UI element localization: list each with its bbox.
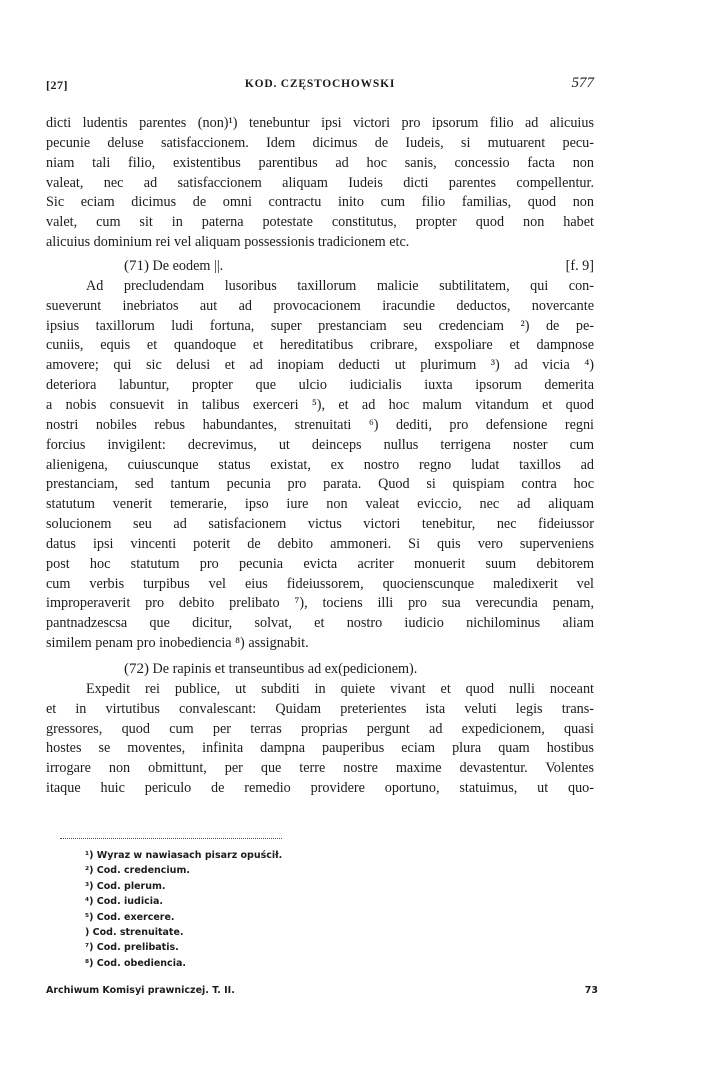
- text-line: et in virtutibus convalescant: Quidam preterientes ista veluti legis trans-: [46, 700, 594, 717]
- text-line: Expedit rei publice, ut subditi in quiete vivant et quod nulli noceant: [86, 680, 594, 697]
- section-title: De eodem ||.: [152, 257, 224, 274]
- text-line: irrogare non obmittunt, per que terre nostre maxime devastentur. Volentes: [46, 760, 594, 777]
- footnote: ²) Cod. credencium.: [85, 865, 190, 877]
- text-line: itaque huic periculo de remedio providere oportuno, statuimus, ut quo-: [46, 780, 594, 797]
- page-footer: [46, 985, 598, 996]
- text-line: deteriora labuntur, propter que ulcio iudicialis iuxta ipsorum demerita: [46, 377, 594, 394]
- footnote-separator: [60, 838, 282, 839]
- section-number: (71): [124, 257, 149, 274]
- text-line: pantnadzescsa que dicitur, solvat, et nostro iudicio nichilominus aliam: [46, 615, 594, 632]
- text-line: statutum venerit temerarie, ipso iure non valeat eviccio, nec ad aliquam: [46, 496, 594, 513]
- text-line: datus ipsi vincenti poterit de debito ammoneri. Si quis vero superveniens: [46, 535, 594, 552]
- text-line: valet, cum sit in paterna potestate constitutus, propter quod non habet: [46, 214, 594, 231]
- text-line: Ad precludendam lusoribus taxillorum malicie subtilitatem, qui con-: [86, 277, 594, 294]
- text-line: valeat, nec ad satisfaccionem aliquam Iudeis dicti parentes compellentur.: [46, 174, 594, 191]
- paragraph-71: [46, 277, 594, 654]
- text-line: post hoc statutum pro pecunia evicta acriter monuerit suum debitorem: [46, 555, 594, 572]
- footer-publication: Archiwum Komisyi prawniczej. T. II.: [46, 985, 235, 996]
- paragraph-72: [46, 680, 594, 799]
- footer-sheet-number: 73: [584, 985, 598, 996]
- text-line: ipsius taxillorum ludi fortuna, super prestanciam seu credenciam ²) de pe-: [46, 317, 594, 334]
- text-line: alienigena, cuiuscunque status existat, ex nostro regno ludat taxillos ad: [46, 456, 594, 473]
- text-line: improperaverit pro debito prelibato ⁷), tociens illi pro sua verecundia penam,: [46, 595, 594, 612]
- text-line: nostri nobiles rebus habundantes, strenuitati ⁶) dediti, pro defensione regni: [46, 416, 594, 433]
- footnote: ⁷) Cod. prelibatis.: [85, 942, 179, 954]
- folio-reference: [f. 9]: [565, 257, 594, 274]
- footnote: ³) Cod. plerum.: [85, 880, 166, 892]
- section-heading-71: [46, 255, 594, 277]
- text-line: solucionem seu ad satisfacionem victus victori tenebitur, nec fideiussor: [46, 516, 594, 533]
- text-line: niam tali filio, existentibus parentibus ad hoc sanis, concessio facta non: [46, 154, 594, 171]
- text-line: a nobis consuevit in talibus exerceri ⁵), et ad hoc malum vitandum et quod: [46, 396, 594, 413]
- text-line: pecunie deluse satisfaccionem. Idem dicimus de Iudeis, si mutuarent pecu-: [46, 134, 594, 151]
- footnote: ) Cod. strenuitate.: [85, 927, 184, 939]
- text-line: forcius invigilent: decrevimus, ut deinceps nullus terrigena noster cum: [46, 436, 594, 453]
- header-section-number: [27]: [46, 78, 68, 92]
- paragraph-continued: [46, 114, 594, 253]
- text-line: similem penam pro inobediencia ⁸) assignabit.: [46, 635, 309, 652]
- text-line: amovere; qui sic delusi et ad inopiam deducti ut plurimum ³) ad vicia ⁴): [46, 357, 594, 374]
- header-running-title: KOD. CZĘSTOCHOWSKI: [244, 78, 396, 90]
- text-line: cum verbis turpibus vel eius fideiussorem, quocienscunque maledixerit vel: [46, 575, 594, 592]
- text-line: dicti ludentis parentes (non)¹) tenebuntur ipsi victori pro ipsorum filio ad alicuius: [46, 115, 594, 131]
- footnote: ¹) Wyraz w nawiasach pisarz opuścił.: [85, 850, 283, 861]
- footnote: ⁴) Cod. iudicia.: [85, 896, 164, 908]
- header-page-number: 577: [571, 75, 594, 91]
- text-line: cuniis, equis et quandoque et hereditatibus cribrare, exspoliare et dampnose: [46, 337, 594, 354]
- text-line: gressores, quod cum per terras proprias pergunt ad expedicionem, quasi: [46, 720, 594, 737]
- section-title: De rapinis et transeuntibus ad ex(pedicionem).: [152, 660, 418, 677]
- text-line: hostes se moventes, infinita dampna pauperibus eciam plura quam hostibus: [46, 740, 594, 757]
- footnote: ⁵) Cod. exercere.: [85, 911, 175, 923]
- text-line: Sic eciam dicimus de omni contractu inito cum filio familias, quod non: [46, 194, 594, 211]
- footnote: ⁸) Cod. obediencia.: [85, 957, 186, 969]
- text-line: prestanciam, sed tantum pecunia pro parata. Quod si quispiam contra hoc: [46, 476, 594, 493]
- footnotes: [85, 848, 282, 971]
- section-heading-72: [46, 658, 594, 680]
- section-number: (72): [124, 660, 149, 677]
- page-header: [46, 75, 594, 95]
- text-line: sueverunt inebriatos aut ad provocacionem iracundie deductos, novercante: [46, 297, 594, 314]
- text-line: alicuius dominium rei vel aliquam possessionis tradicionem etc.: [46, 234, 410, 251]
- page-body: [46, 114, 594, 799]
